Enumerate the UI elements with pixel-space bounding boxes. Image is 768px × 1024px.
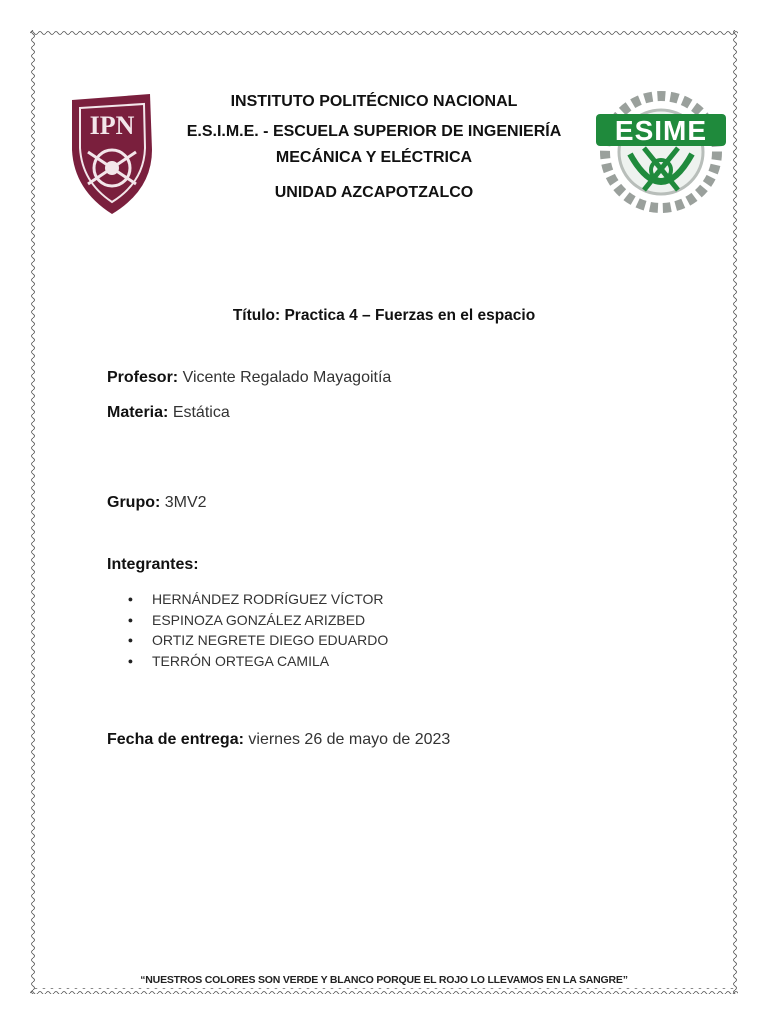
member-name: HERNÁNDEZ RODRÍGUEZ VÍCTOR: [152, 591, 384, 608]
school-name-line1: E.S.I.M.E. - ESCUELA SUPERIOR DE INGENIERÍA: [186, 123, 562, 140]
materia-field: [107, 404, 230, 422]
ipn-logo-text: IPN: [89, 111, 135, 140]
school-name-line2: MECÁNICA Y ELÉCTRICA: [275, 149, 473, 166]
fecha-field: [107, 731, 450, 749]
bullet-icon: ●: [127, 614, 134, 625]
document-title: Título: Practica 4 – Fuerzas en el espacio: [232, 307, 536, 324]
list-item: [107, 651, 388, 672]
members-list: [107, 589, 388, 671]
ipn-logo: [66, 90, 156, 218]
bullet-icon: ●: [127, 635, 134, 646]
list-item: [107, 589, 388, 610]
integrantes-heading: [107, 556, 199, 574]
list-item: [107, 630, 388, 651]
member-name: TERRÓN ORTEGA CAMILA: [152, 652, 330, 669]
materia-value: Estática: [172, 404, 230, 421]
institution-name: INSTITUTO POLITÉCNICO NACIONAL: [230, 93, 518, 110]
grupo-label: Grupo:: [107, 494, 161, 511]
bullet-icon: ●: [127, 594, 134, 605]
list-item: [107, 610, 388, 631]
esime-logo: [594, 90, 728, 214]
profesor-field: [107, 369, 391, 387]
profesor-value: Vicente Regalado Mayagoitía: [182, 369, 392, 386]
profesor-label: Profesor:: [107, 369, 179, 386]
grupo-field: [107, 494, 207, 512]
campus-name: UNIDAD AZCAPOTZALCO: [274, 184, 474, 201]
esime-logo-text: ESIME: [614, 115, 708, 146]
integrantes-label: Integrantes:: [107, 556, 199, 573]
grupo-value: 3MV2: [164, 494, 207, 511]
member-name: ORTIZ NEGRETE DIEGO EDUARDO: [152, 632, 389, 649]
fecha-value: viernes 26 de mayo de 2023: [248, 731, 451, 748]
fecha-label: Fecha de entrega:: [107, 731, 244, 748]
bullet-icon: ●: [127, 655, 134, 666]
footer-quote: “NUESTROS COLORES SON VERDE Y BLANCO PORQUE EL ROJO LO LLEVAMOS EN LA SANGRE”: [140, 974, 628, 986]
materia-label: Materia:: [107, 404, 169, 421]
member-name: ESPINOZA GONZÁLEZ ARIZBED: [152, 611, 366, 628]
